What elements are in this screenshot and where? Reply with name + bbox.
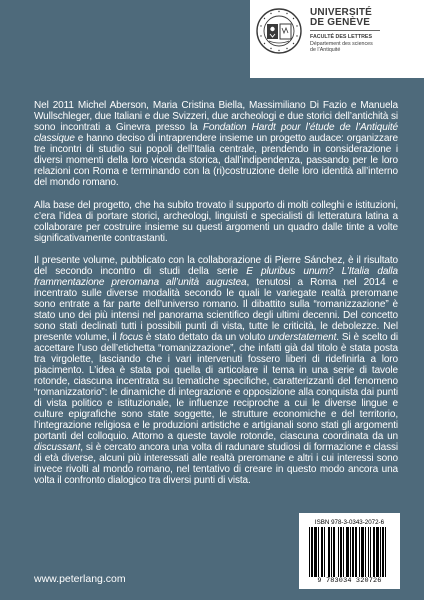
isbn-label: ISBN 978-3-0343-2072-6	[314, 519, 385, 526]
paragraph-3-text-e: , si è cercato ancora una volta di radunare studiosi di formazione e classi di età diverse, alcuni più interessati alle realtà preromane e altri i cui interessi sono invece rivolti al mondo romano, nel tentativo di creare in questo modo ancora una volta il confronto dialogico tra diversi punti di vista.	[34, 442, 398, 487]
paragraph-1-text-b: e hanno deciso di intraprendere insieme un progetto audace: organizzare tre incontri di studio sui popoli dell’Italia centrale, prendendo in considerazione i diversi momenti della loro vicenda storica, dall’indipendenza, passando per le loro relazioni con Roma e terminando con la (ri)costruzione delle loro identità all’interno del mondo romano.	[34, 133, 398, 188]
paragraph-3-text-d: . Si è scelto di accettare l’uso dell’etichetta “romanizzazione”, che infatti già dal titolo è stata posta tra virgolette, lasciando che i vari intervenuti fossero liberi di ridefinirla a loro piacimento. L’idea è stata poi quella di articolare il tema in una serie di tavole rotonde, ciascuna incentrata su tematiche specifiche, caratterizzanti del fenomeno “romanizzatorio”: le dinamiche di integrazione e opposizione alla conquista dai punti di vista politico e istituzionale, le influenze reciproche a cui le diverse lingue e culture epigrafiche sono state soggette, le strutture economiche e del territorio, l’integrazione religiosa e le produzioni artistiche e artigianali sono stati gli argomenti portanti del colloquio. Attorno a queste tavole rotonde, ciascuna coordinata da un	[34, 332, 399, 443]
university-name-line1: UNIVERSITÉ	[310, 7, 373, 18]
university-name	[310, 8, 372, 28]
paragraph-3	[34, 255, 398, 486]
barcode-digits: 9 783034 320726	[317, 577, 382, 585]
paragraph-1-title-fondation: Fondation Hardt pour l’étude de l’Antiquité classique	[34, 122, 398, 144]
paragraph-3-understatement: understatement	[268, 332, 337, 344]
paragraph-3-text-b: , tenutosi a Roma nel 2014 e incentrato sulle diverse modalità secondo le quali le variegate realtà preromane sono entrate a far parte dell’universo romano. Il dibattito sulla “romanizzazione” è stato uno dei più intensi nel panorama scientifico degli ultimi decenni. Del concetto sono stati declinati tutti i possibili punti di vista, tutte le criticità, le debolezze. Nel presente volume, il	[34, 277, 398, 344]
paragraph-3-series-title: E pluribus unum? L’Italia dalla frammentazione preromana all’unità augustea	[34, 266, 399, 289]
barcode-bars-icon	[309, 527, 390, 577]
publisher-url: www.peterlang.com	[34, 573, 126, 585]
university-name-line2: DE GENÈVE	[310, 17, 371, 28]
back-cover-text	[34, 100, 398, 498]
university-seal-icon	[256, 8, 302, 54]
paragraph-3-focus: focus	[119, 332, 143, 344]
faculty-name: FACULTÉ DES LETTRES	[310, 34, 372, 40]
faculty-block	[310, 34, 373, 54]
paragraph-2: Alla base del progetto, che ha subito trovato il supporto di molti colleghi e istituzioni, c’era l’idea di portare storici, archeologi, linguisti e specialisti di letteratura latina a collaborare per costruire insieme su questi argomenti un quadro dalle tinte a volte significativamente contrastanti.	[34, 199, 398, 244]
department-line1: Département des sciences	[310, 40, 373, 47]
isbn-barcode	[299, 513, 400, 589]
department-line2: de l’Antiquité	[310, 47, 341, 54]
paragraph-1-text-a: Nel 2011 Michel Aberson, Maria Cristina Biella, Massimiliano Di Fazio e Manuela Wullschleger, due Italiani e due Svizzeri, due archeologi e due storici dell’antichità si sono incontrati a Ginevra presso la	[34, 100, 398, 133]
paragraph-3-discussant: discussant	[34, 442, 81, 454]
paragraph-1	[34, 100, 398, 188]
paragraph-3-text-c: è stato dettato da un voluto	[142, 332, 269, 344]
university-logo	[250, 0, 424, 78]
logo-divider	[310, 30, 380, 31]
paragraph-3-text-a: Il presente volume, pubblicato con la collaborazione di Pierre Sánchez, è il risultato del secondo incontro di studi della serie	[34, 255, 398, 278]
